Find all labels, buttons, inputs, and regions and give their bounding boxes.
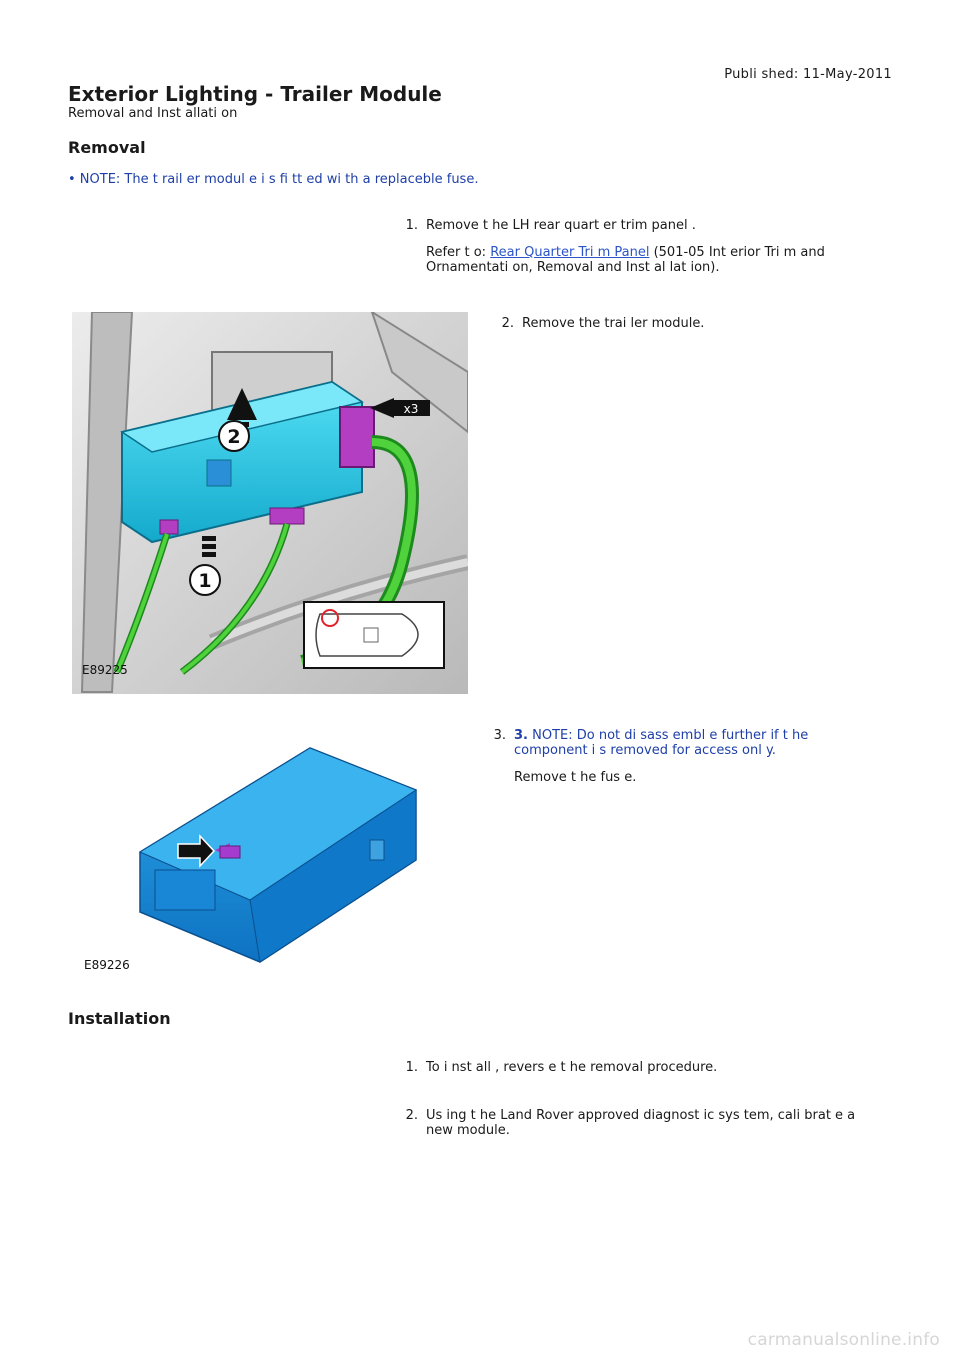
callout-2: 2 bbox=[227, 426, 241, 448]
step-text: Remove the trai ler module. bbox=[522, 316, 705, 331]
step-text: To i nst all , revers e t he removal procedure. bbox=[426, 1060, 718, 1075]
step-number: 2. bbox=[405, 1108, 418, 1123]
refer-suffix: (501-05 Int erior Tri m and Ornamentati on, Removal and Inst al lat ion). bbox=[426, 245, 825, 275]
installation-step-2 bbox=[398, 1108, 868, 1150]
step-note: NOTE: Do not di sass embl e further if t he component i s removed for access onl y. bbox=[514, 728, 809, 758]
figure-code: E89226 bbox=[84, 958, 130, 972]
page-subtitle: Removal and Inst allati on bbox=[68, 106, 238, 121]
step-number: 1. bbox=[405, 218, 418, 233]
removal-step-2 bbox=[494, 316, 884, 343]
callout-1: 1 bbox=[198, 570, 212, 592]
removal-heading: Removal bbox=[68, 138, 146, 157]
step-number: 3. bbox=[493, 728, 506, 743]
step-text: Remove t he fus e. bbox=[514, 770, 637, 785]
rear-quarter-trim-panel-link[interactable]: Rear Quarter Tri m Panel bbox=[490, 245, 650, 260]
figure-code: E89225 bbox=[82, 663, 128, 677]
published-date: Publi shed: 11-May-2011 bbox=[724, 67, 892, 82]
installation-step-1 bbox=[398, 1060, 868, 1087]
step-number: 1. bbox=[405, 1060, 418, 1075]
refer-prefix: Refer t o: bbox=[426, 245, 487, 260]
x3-tag: x3 bbox=[403, 402, 419, 416]
removal-step-3 bbox=[486, 728, 882, 797]
step-bold-number: 3. bbox=[514, 728, 528, 743]
step-text: Remove t he LH rear quart er trim panel . bbox=[426, 218, 696, 233]
figure-trailer-module-removal bbox=[72, 312, 468, 694]
watermark: carmanualsonline.info bbox=[747, 1330, 940, 1350]
step-text: Us ing t he Land Rover approved diagnost ic sys tem, cali brat e a new module. bbox=[426, 1108, 856, 1138]
page-title: Exterior Lighting - Trailer Module bbox=[68, 82, 442, 106]
installation-heading: Installation bbox=[68, 1009, 171, 1028]
removal-step-1 bbox=[398, 218, 838, 275]
arrow-down-icon bbox=[202, 536, 216, 557]
step-number: 2. bbox=[501, 316, 514, 331]
figure-trailer-module-fuse bbox=[80, 740, 424, 972]
removal-note: • NOTE: The t rail er modul e i s fi tt ed wi th a replaceble fuse. bbox=[68, 172, 479, 187]
